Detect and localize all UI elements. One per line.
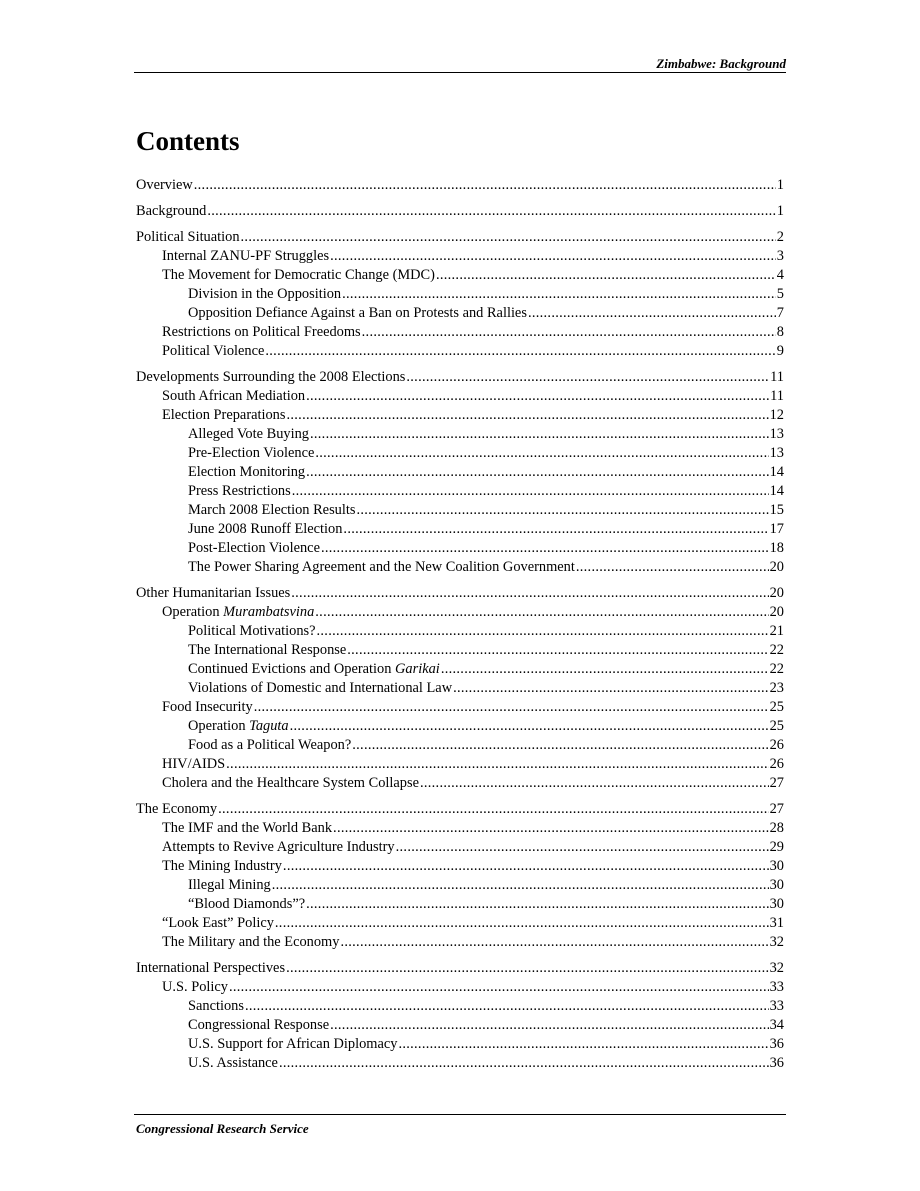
- toc-entry-label: [162, 603, 314, 622]
- toc-entry-page-number: 33: [769, 998, 784, 1014]
- toc-entry[interactable]: [136, 323, 784, 342]
- toc-entry-label-text: Overview: [136, 177, 193, 193]
- toc-entry-label-text: Food as a Political Weapon?: [188, 737, 352, 753]
- dot-leader: [286, 959, 769, 978]
- toc-entry-label-text: Election Preparations: [162, 407, 286, 423]
- toc-entry-label: [136, 202, 206, 221]
- toc-entry-label: [136, 959, 285, 978]
- toc-entry-page-number: 5: [776, 286, 784, 302]
- dot-leader: [396, 838, 769, 857]
- toc-entry-page-number: 21: [769, 623, 784, 639]
- toc-entry-page-number: 1: [776, 203, 784, 219]
- toc-entry-label: [136, 584, 290, 603]
- toc-entry-page-number: 26: [769, 737, 784, 753]
- toc-entry[interactable]: [136, 978, 784, 997]
- dot-leader: [315, 444, 768, 463]
- toc-entry-page-number: 14: [769, 483, 784, 499]
- toc-entry-label: [162, 857, 282, 876]
- toc-entry[interactable]: [136, 228, 784, 247]
- toc-entry-label-text: Operation: [188, 718, 250, 734]
- toc-entry-label-text: Alleged Vote Buying: [188, 426, 309, 442]
- toc-entry-label-text: Violations of Domestic and International Law: [188, 680, 453, 696]
- toc-entry-label: [136, 800, 217, 819]
- toc-entry-page-number: 26: [769, 756, 784, 772]
- toc-entry-label-text: The IMF and the World Bank: [162, 820, 333, 836]
- toc-entry-label: [162, 914, 274, 933]
- toc-entry-label-italic: Taguta: [249, 718, 289, 734]
- toc-entry[interactable]: [136, 584, 784, 603]
- toc-entry[interactable]: [136, 679, 784, 698]
- toc-entry-label: [188, 622, 316, 641]
- dot-leader: [218, 800, 768, 819]
- toc-entry-label: [136, 176, 193, 195]
- toc-entry-label-text: March 2008 Election Results: [188, 502, 356, 518]
- toc-entry-label: [162, 323, 361, 342]
- toc-entry-label-text: International Perspectives: [136, 960, 286, 976]
- toc-entry[interactable]: [136, 800, 784, 819]
- toc-entry-label-text: Developments Surrounding the 2008 Elections: [136, 369, 406, 385]
- toc-entry-page-number: 32: [769, 934, 784, 950]
- dot-leader: [315, 603, 768, 622]
- dot-leader: [272, 876, 769, 895]
- dot-leader: [436, 266, 776, 285]
- toc-entry-label-italic: Garikai: [395, 661, 440, 677]
- toc-entry-page-number: 32: [769, 960, 784, 976]
- toc-entry-page-number: 34: [769, 1017, 784, 1033]
- toc-entry-page-number: 25: [769, 699, 784, 715]
- toc-entry[interactable]: [136, 482, 784, 501]
- toc-entry-label: [162, 266, 435, 285]
- dot-leader: [306, 895, 769, 914]
- toc-entry-label: [188, 425, 309, 444]
- toc-entry[interactable]: [136, 1035, 784, 1054]
- toc-entry-page-number: 30: [769, 896, 784, 912]
- toc-entry[interactable]: [136, 463, 784, 482]
- toc-entry-label-text: HIV/AIDS: [162, 756, 226, 772]
- dot-leader: [229, 978, 769, 997]
- dot-leader: [333, 819, 769, 838]
- toc-entry-label-text: U.S. Policy: [162, 979, 228, 995]
- toc-entry-label-text: Attempts to Revive Agriculture Industry: [162, 839, 395, 855]
- toc-entry[interactable]: [136, 603, 784, 622]
- toc-entry-label-text: Illegal Mining: [188, 877, 271, 893]
- toc-entry-label: [188, 482, 291, 501]
- toc-entry-label-text: Other Humanitarian Issues: [136, 585, 291, 601]
- toc-entry-label-text: Sanctions: [188, 998, 244, 1014]
- dot-leader: [194, 176, 776, 195]
- dot-leader: [420, 774, 769, 793]
- toc-entry-label: [188, 520, 342, 539]
- toc-entry-page-number: 28: [769, 820, 784, 836]
- dot-leader: [453, 679, 769, 698]
- toc-entry-label-text: Operation: [162, 604, 224, 620]
- toc-entry-label: [162, 933, 339, 952]
- toc-entry[interactable]: [136, 641, 784, 660]
- toc-entry-page-number: 20: [769, 559, 784, 575]
- toc-entry-page-number: 11: [770, 388, 784, 404]
- toc-entry-page-number: 1: [776, 177, 784, 193]
- toc-entry-page-number: 8: [776, 324, 784, 340]
- toc-entry[interactable]: [136, 736, 784, 755]
- dot-leader: [306, 387, 769, 406]
- toc-entry-label-text: The Military and the Economy: [162, 934, 340, 950]
- toc-entry-label-text: June 2008 Runoff Election: [188, 521, 343, 537]
- toc-entry-page-number: 27: [769, 801, 784, 817]
- toc-entry-label-text: Political Motivations?: [188, 623, 316, 639]
- toc-entry[interactable]: [136, 304, 784, 323]
- toc-entry-page-number: 22: [769, 661, 784, 677]
- toc-entry[interactable]: [136, 1016, 784, 1035]
- table-of-contents: [136, 176, 784, 1073]
- toc-entry-label: [162, 819, 332, 838]
- dot-leader: [356, 501, 768, 520]
- toc-entry[interactable]: [136, 406, 784, 425]
- dot-leader: [441, 660, 769, 679]
- dot-leader: [306, 463, 769, 482]
- toc-entry-page-number: 27: [769, 775, 784, 791]
- toc-entry-label: [188, 285, 341, 304]
- toc-entry-label: [162, 774, 419, 793]
- toc-entry-page-number: 13: [769, 445, 784, 461]
- toc-entry-page-number: 20: [769, 604, 784, 620]
- toc-entry-page-number: 2: [776, 229, 784, 245]
- dot-leader: [286, 406, 768, 425]
- toc-entry[interactable]: [136, 342, 784, 361]
- toc-entry[interactable]: [136, 539, 784, 558]
- dot-leader: [342, 285, 776, 304]
- toc-entry[interactable]: [136, 285, 784, 304]
- toc-entry[interactable]: [136, 876, 784, 895]
- toc-entry-label-text: U.S. Assistance: [188, 1055, 278, 1071]
- dot-leader: [226, 755, 768, 774]
- dot-leader: [576, 558, 769, 577]
- toc-entry-label: [188, 679, 452, 698]
- toc-entry-label-text: The Economy: [136, 801, 218, 817]
- toc-entry-page-number: 30: [769, 877, 784, 893]
- toc-entry-label-text: Restrictions on Political Freedoms: [162, 324, 361, 340]
- toc-entry[interactable]: [136, 444, 784, 463]
- dot-leader: [292, 482, 769, 501]
- toc-entry[interactable]: [136, 997, 784, 1016]
- toc-entry-page-number: 12: [769, 407, 784, 423]
- toc-entry-label: [136, 368, 405, 387]
- dot-leader: [398, 1035, 768, 1054]
- toc-entry-label: [162, 387, 305, 406]
- toc-entry[interactable]: [136, 202, 784, 221]
- toc-entry-label-text: Continued Evictions and Operation: [188, 661, 396, 677]
- toc-entry-label-text: The Mining Industry: [162, 858, 282, 874]
- toc-entry-label-text: South African Mediation: [162, 388, 306, 404]
- toc-entry-page-number: 13: [769, 426, 784, 442]
- toc-entry-label: [188, 539, 320, 558]
- toc-entry-page-number: 29: [769, 839, 784, 855]
- toc-entry-label: [188, 1035, 397, 1054]
- page-title: Contents: [136, 126, 240, 156]
- toc-entry-page-number: 17: [769, 521, 784, 537]
- toc-entry-label: [162, 247, 329, 266]
- dot-leader: [321, 539, 769, 558]
- toc-entry-label-text: Cholera and the Healthcare System Collapse: [162, 775, 419, 791]
- toc-entry-label: [188, 304, 527, 323]
- toc-entry-label-text: Background: [136, 203, 207, 219]
- toc-entry[interactable]: [136, 717, 784, 736]
- toc-entry-page-number: 20: [769, 585, 784, 601]
- toc-entry-label: [136, 228, 240, 247]
- dot-leader: [343, 520, 768, 539]
- toc-entry[interactable]: [136, 914, 784, 933]
- toc-entry-label-text: The Movement for Democratic Change (MDC): [162, 267, 435, 283]
- toc-entry-label: [188, 444, 314, 463]
- toc-entry-page-number: 25: [769, 718, 784, 734]
- running-header: [134, 56, 786, 73]
- toc-entry-page-number: 18: [769, 540, 784, 556]
- toc-entry-label-text: Post-Election Violence: [188, 540, 320, 556]
- toc-entry-label-text: Congressional Response: [188, 1017, 330, 1033]
- running-footer: [134, 1114, 786, 1136]
- dot-leader: [310, 425, 769, 444]
- toc-entry-page-number: 33: [769, 979, 784, 995]
- toc-entry-label: [188, 876, 271, 895]
- toc-entry[interactable]: [136, 558, 784, 577]
- toc-entry-page-number: 3: [776, 248, 784, 264]
- toc-entry-page-number: 7: [776, 305, 784, 321]
- toc-entry[interactable]: [136, 501, 784, 520]
- toc-entry-label-text: The Power Sharing Agreement and the New Coalition Government: [188, 559, 575, 575]
- dot-leader: [265, 342, 775, 361]
- dot-leader: [275, 914, 769, 933]
- dot-leader: [207, 202, 775, 221]
- toc-entry-label-text: “Look East” Policy: [162, 915, 274, 931]
- dot-leader: [528, 304, 776, 323]
- toc-entry[interactable]: [136, 368, 784, 387]
- toc-entry-label: [188, 558, 575, 577]
- toc-entry[interactable]: [136, 1054, 784, 1073]
- dot-leader: [241, 228, 776, 247]
- dot-leader: [291, 584, 768, 603]
- toc-entry[interactable]: [136, 774, 784, 793]
- toc-entry-label-text: “Blood Diamonds”?: [188, 896, 306, 912]
- toc-entry-page-number: 14: [769, 464, 784, 480]
- toc-entry-label-text: Election Monitoring: [188, 464, 306, 480]
- toc-entry-label: [188, 997, 244, 1016]
- toc-entry-page-number: 30: [769, 858, 784, 874]
- toc-entry-label: [188, 463, 305, 482]
- toc-entry[interactable]: [136, 819, 784, 838]
- toc-entry-label-text: The International Response: [188, 642, 347, 658]
- toc-entry-label-text: Political Violence: [162, 343, 265, 359]
- toc-entry-label: [188, 895, 305, 914]
- toc-entry[interactable]: [136, 857, 784, 876]
- toc-entry-label-text: Food Insecurity: [162, 699, 253, 715]
- toc-entry[interactable]: [136, 425, 784, 444]
- dot-leader: [317, 622, 769, 641]
- toc-entry[interactable]: [136, 266, 784, 285]
- dot-leader: [352, 736, 768, 755]
- dot-leader: [406, 368, 769, 387]
- dot-leader: [254, 698, 769, 717]
- toc-entry-page-number: 36: [769, 1055, 784, 1071]
- toc-entry[interactable]: [136, 660, 784, 679]
- dot-leader: [290, 717, 769, 736]
- toc-entry-label-text: Internal ZANU-PF Struggles: [162, 248, 330, 264]
- toc-entry-label: [162, 838, 395, 857]
- toc-entry-label-text: Political Situation: [136, 229, 240, 245]
- toc-entry-page-number: 22: [769, 642, 784, 658]
- dot-leader: [283, 857, 769, 876]
- toc-entry-label-text: U.S. Support for African Diplomacy: [188, 1036, 398, 1052]
- toc-entry[interactable]: [136, 176, 784, 195]
- toc-entry-label: [162, 755, 225, 774]
- toc-entry-page-number: 4: [776, 267, 784, 283]
- toc-entry-label-text: Opposition Defiance Against a Ban on Protests and Rallies: [188, 305, 527, 321]
- toc-entry-label: [162, 342, 264, 361]
- toc-entry[interactable]: [136, 247, 784, 266]
- toc-entry[interactable]: [136, 698, 784, 717]
- dot-leader: [330, 1016, 769, 1035]
- toc-entry-label-text: Press Restrictions: [188, 483, 291, 499]
- toc-entry[interactable]: [136, 387, 784, 406]
- toc-entry-label: [188, 1054, 278, 1073]
- toc-entry-label-text: Pre-Election Violence: [188, 445, 315, 461]
- toc-entry-label: [188, 1016, 329, 1035]
- dot-leader: [362, 323, 776, 342]
- toc-entry-label: [188, 501, 355, 520]
- toc-entry-page-number: 15: [769, 502, 784, 518]
- toc-entry-label: [188, 736, 351, 755]
- toc-entry-page-number: 36: [769, 1036, 784, 1052]
- toc-entry-page-number: 23: [769, 680, 784, 696]
- toc-entry-page-number: 9: [776, 343, 784, 359]
- dot-leader: [245, 997, 769, 1016]
- toc-entry-page-number: 31: [769, 915, 784, 931]
- toc-entry-label: [162, 978, 228, 997]
- dot-leader: [340, 933, 768, 952]
- dot-leader: [279, 1054, 769, 1073]
- toc-entry[interactable]: [136, 520, 784, 539]
- toc-entry[interactable]: [136, 895, 784, 914]
- toc-entry-label: [188, 717, 289, 736]
- publisher-name: Congressional Research Service: [136, 1121, 309, 1136]
- toc-entry[interactable]: [136, 933, 784, 952]
- dot-leader: [330, 247, 776, 266]
- toc-entry-label-italic: Murambatsvina: [223, 604, 315, 620]
- running-title: Zimbabwe: Background: [656, 56, 786, 71]
- toc-entry[interactable]: [136, 838, 784, 857]
- toc-entry-label: [162, 406, 285, 425]
- toc-entry[interactable]: [136, 622, 784, 641]
- toc-entry-label: [188, 660, 440, 679]
- toc-entry[interactable]: [136, 755, 784, 774]
- toc-entry-label: [188, 641, 346, 660]
- dot-leader: [347, 641, 768, 660]
- toc-entry-label-text: Division in the Opposition: [188, 286, 342, 302]
- toc-entry-label: [162, 698, 253, 717]
- toc-entry[interactable]: [136, 959, 784, 978]
- toc-entry-page-number: 11: [770, 369, 784, 385]
